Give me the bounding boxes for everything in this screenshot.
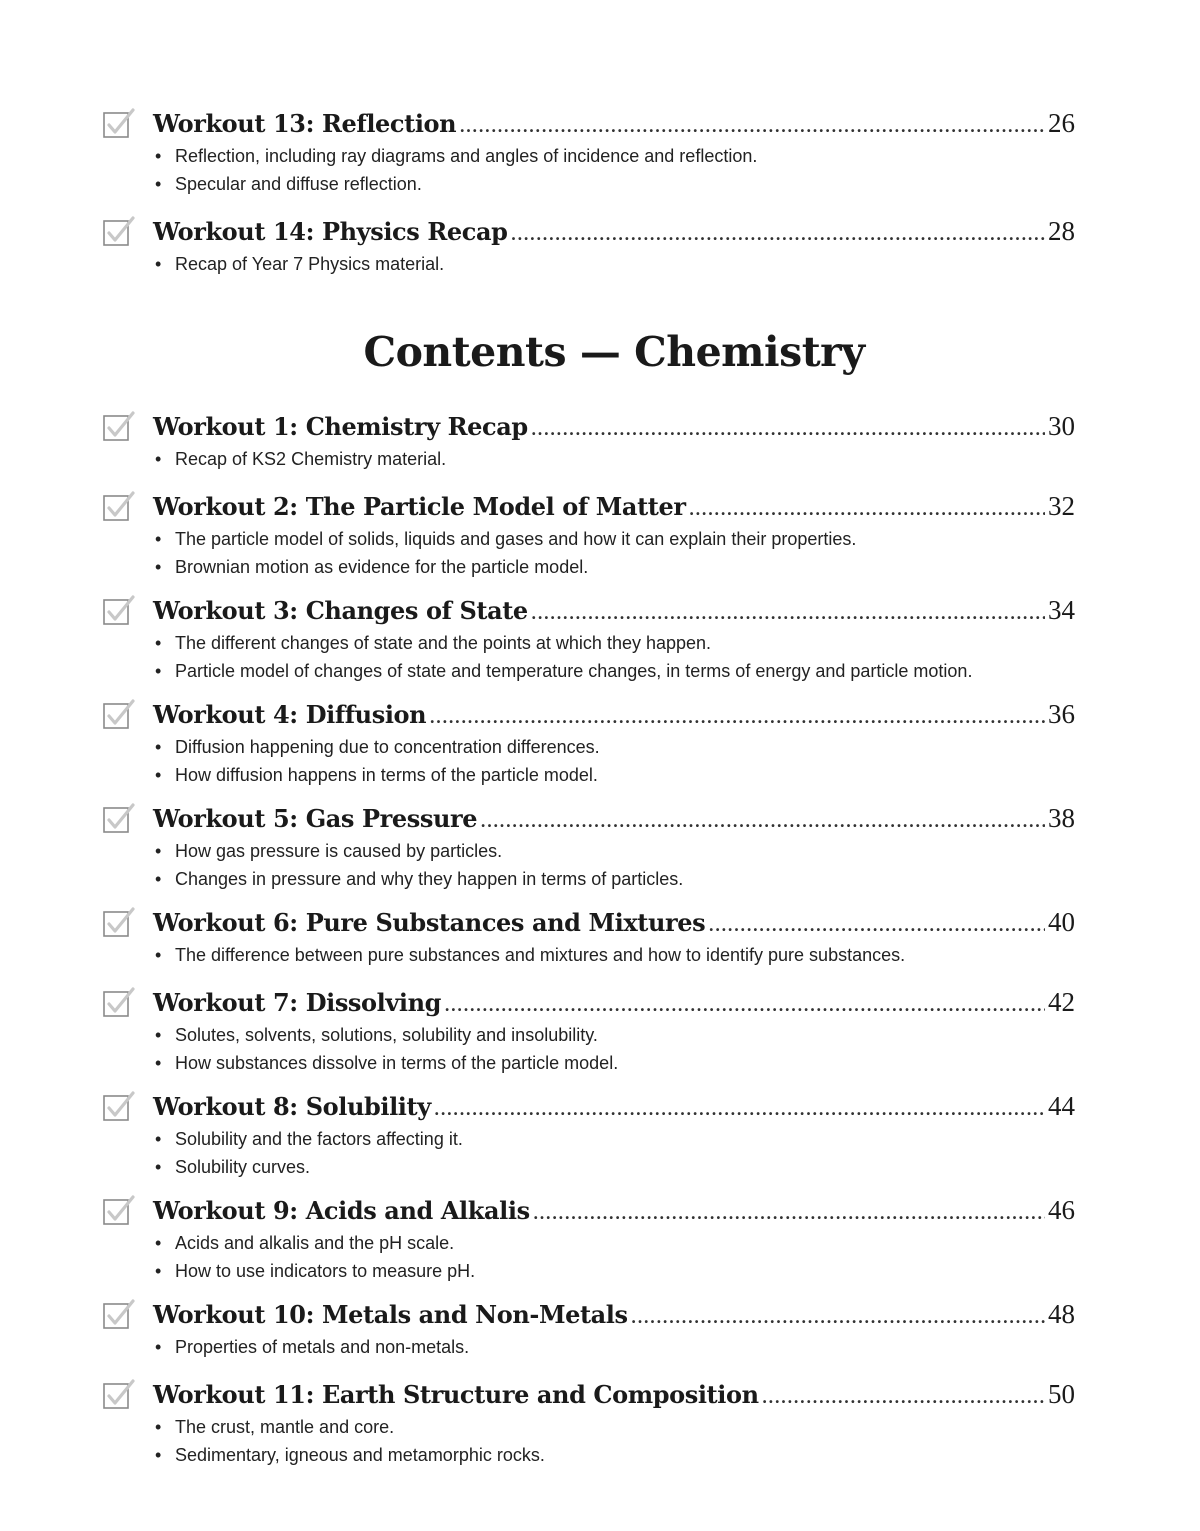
toc-entry-title: Workout 2: The Particle Model of Matter [153, 492, 686, 521]
toc-entry-header [153, 487, 1075, 525]
toc-entry [103, 212, 1075, 278]
toc-entry [103, 695, 1075, 789]
checkbox-icon[interactable] [103, 907, 136, 937]
toc-bullet: • How diffusion happens in terms of the particle model. [153, 761, 1075, 789]
toc-bullet: • How to use indicators to measure pH. [153, 1257, 1075, 1285]
toc-bullet: • Properties of metals and non-metals. [153, 1333, 1075, 1361]
toc-entry-header [153, 903, 1075, 941]
toc-entry-title: Workout 3: Changes of State [153, 596, 528, 625]
toc-entry-page: 34 [1048, 595, 1075, 625]
toc-entry-header [153, 695, 1075, 733]
toc-bullet: • Recap of Year 7 Physics material. [153, 250, 1075, 278]
toc-bullet: • Changes in pressure and why they happen in terms of particles. [153, 865, 1075, 893]
toc-entry-title: Workout 14: Physics Recap [153, 217, 508, 246]
toc-entry-page: 30 [1048, 411, 1075, 441]
dot-leader [429, 697, 1045, 735]
toc-bullet: • Solubility curves. [153, 1153, 1075, 1181]
checkbox-icon[interactable] [103, 987, 136, 1017]
toc-entry-page: 32 [1048, 491, 1075, 521]
toc-entry-page: 46 [1048, 1195, 1075, 1225]
toc-entry-header [153, 104, 1075, 142]
toc-entry-header [153, 1295, 1075, 1333]
toc-entry [103, 903, 1075, 969]
checkbox-icon[interactable] [103, 108, 136, 138]
toc-entry-bullets [153, 250, 1075, 278]
toc-bullet: • How gas pressure is caused by particles. [153, 837, 1075, 865]
toc-entry-header [153, 1191, 1075, 1229]
toc-entry-header [153, 591, 1075, 629]
toc-entry-title: Workout 4: Diffusion [153, 700, 427, 729]
dot-leader [434, 1089, 1045, 1127]
toc-entry-title: Workout 10: Metals and Non-Metals [153, 1300, 628, 1329]
toc-entry-bullets [153, 445, 1075, 473]
toc-entry [103, 1375, 1075, 1469]
toc-entry-bullets [153, 629, 1075, 685]
checkbox-icon[interactable] [103, 216, 136, 246]
toc-entry-title: Workout 8: Solubility [153, 1092, 431, 1121]
toc-entry-bullets [153, 142, 1075, 198]
toc-entry-title: Workout 5: Gas Pressure [153, 804, 478, 833]
toc-entry-title: Workout 11: Earth Structure and Composition [153, 1380, 759, 1409]
toc-entry-bullets [153, 837, 1075, 893]
toc-entry [103, 1295, 1075, 1361]
toc-entry [103, 407, 1075, 473]
toc-entry [103, 591, 1075, 685]
dot-leader [531, 409, 1045, 447]
toc-entry-page: 26 [1048, 108, 1075, 138]
checkbox-icon[interactable] [103, 699, 136, 729]
toc-bullet: • Specular and diffuse reflection. [153, 170, 1075, 198]
toc-entry-bullets [153, 1333, 1075, 1361]
toc-bullet: • Diffusion happening due to concentration differences. [153, 733, 1075, 761]
toc-entry-title: Workout 1: Chemistry Recap [153, 412, 528, 441]
dot-leader [511, 214, 1045, 252]
checkbox-icon[interactable] [103, 803, 136, 833]
toc-entry [103, 1087, 1075, 1181]
toc-bullet: • Solubility and the factors affecting it. [153, 1125, 1075, 1153]
checkbox-icon[interactable] [103, 1379, 136, 1409]
toc-entry-header [153, 407, 1075, 445]
toc-entry-header [153, 1375, 1075, 1413]
toc-entry-page: 48 [1048, 1299, 1075, 1329]
checkbox-icon[interactable] [103, 491, 136, 521]
toc-entry-header [153, 799, 1075, 837]
toc-entry-title: Workout 9: Acids and Alkalis [153, 1196, 530, 1225]
toc-bullet: • The different changes of state and the points at which they happen. [153, 629, 1075, 657]
toc-entry-header [153, 212, 1075, 250]
toc-bullet: • Recap of KS2 Chemistry material. [153, 445, 1075, 473]
physics-contents-list [103, 104, 1075, 278]
toc-entry-page: 38 [1048, 803, 1075, 833]
toc-entry-bullets [153, 733, 1075, 789]
checkbox-icon[interactable] [103, 595, 136, 625]
toc-entry-page: 44 [1048, 1091, 1075, 1121]
toc-entry-bullets [153, 941, 1075, 969]
dot-leader [444, 985, 1045, 1023]
toc-bullet: • The particle model of solids, liquids and gases and how it can explain their properties. [153, 525, 1075, 553]
toc-entry-page: 42 [1048, 987, 1075, 1017]
toc-bullet: • Brownian motion as evidence for the particle model. [153, 553, 1075, 581]
toc-entry-header [153, 1087, 1075, 1125]
toc-entry-page: 50 [1048, 1379, 1075, 1409]
toc-entry-bullets [153, 525, 1075, 581]
toc-entry-page: 40 [1048, 907, 1075, 937]
checkbox-icon[interactable] [103, 1299, 136, 1329]
dot-leader [533, 1193, 1045, 1231]
dot-leader [631, 1297, 1045, 1335]
toc-entry-title: Workout 6: Pure Substances and Mixtures [153, 908, 706, 937]
toc-bullet: • Particle model of changes of state and temperature changes, in terms of energy and particle motion. [153, 657, 1075, 685]
toc-entry-bullets [153, 1229, 1075, 1285]
toc-bullet: • Sedimentary, igneous and metamorphic rocks. [153, 1441, 1075, 1469]
toc-entry [103, 983, 1075, 1077]
toc-entry-bullets [153, 1413, 1075, 1469]
dot-leader [459, 106, 1045, 144]
chemistry-contents-list [103, 407, 1075, 1469]
toc-bullet: • Solutes, solvents, solutions, solubility and insolubility. [153, 1021, 1075, 1049]
toc-entry-page: 36 [1048, 699, 1075, 729]
toc-bullet: • Reflection, including ray diagrams and angles of incidence and reflection. [153, 142, 1075, 170]
toc-bullet: • The crust, mantle and core. [153, 1413, 1075, 1441]
toc-entry-title: Workout 13: Reflection [153, 109, 457, 138]
toc-entry [103, 799, 1075, 893]
checkbox-icon[interactable] [103, 411, 136, 441]
toc-entry-bullets [153, 1021, 1075, 1077]
toc-entry-bullets [153, 1125, 1075, 1181]
toc-entry [103, 1191, 1075, 1285]
toc-entry-page: 28 [1048, 216, 1075, 246]
toc-entry-title: Workout 7: Dissolving [153, 988, 442, 1017]
section-heading-chemistry: Contents — Chemistry [363, 328, 865, 376]
toc-entry [103, 487, 1075, 581]
dot-leader [531, 593, 1045, 631]
checkbox-icon[interactable] [103, 1195, 136, 1225]
dot-leader [762, 1377, 1045, 1415]
dot-leader [480, 801, 1045, 839]
dot-leader [708, 905, 1045, 943]
checkbox-icon[interactable] [103, 1091, 136, 1121]
dot-leader [689, 489, 1045, 527]
toc-bullet: • How substances dissolve in terms of the particle model. [153, 1049, 1075, 1077]
toc-entry-header [153, 983, 1075, 1021]
toc-bullet: • Acids and alkalis and the pH scale. [153, 1229, 1075, 1257]
toc-bullet: • The difference between pure substances and mixtures and how to identify pure substances. [153, 941, 1075, 969]
toc-entry [103, 104, 1075, 198]
